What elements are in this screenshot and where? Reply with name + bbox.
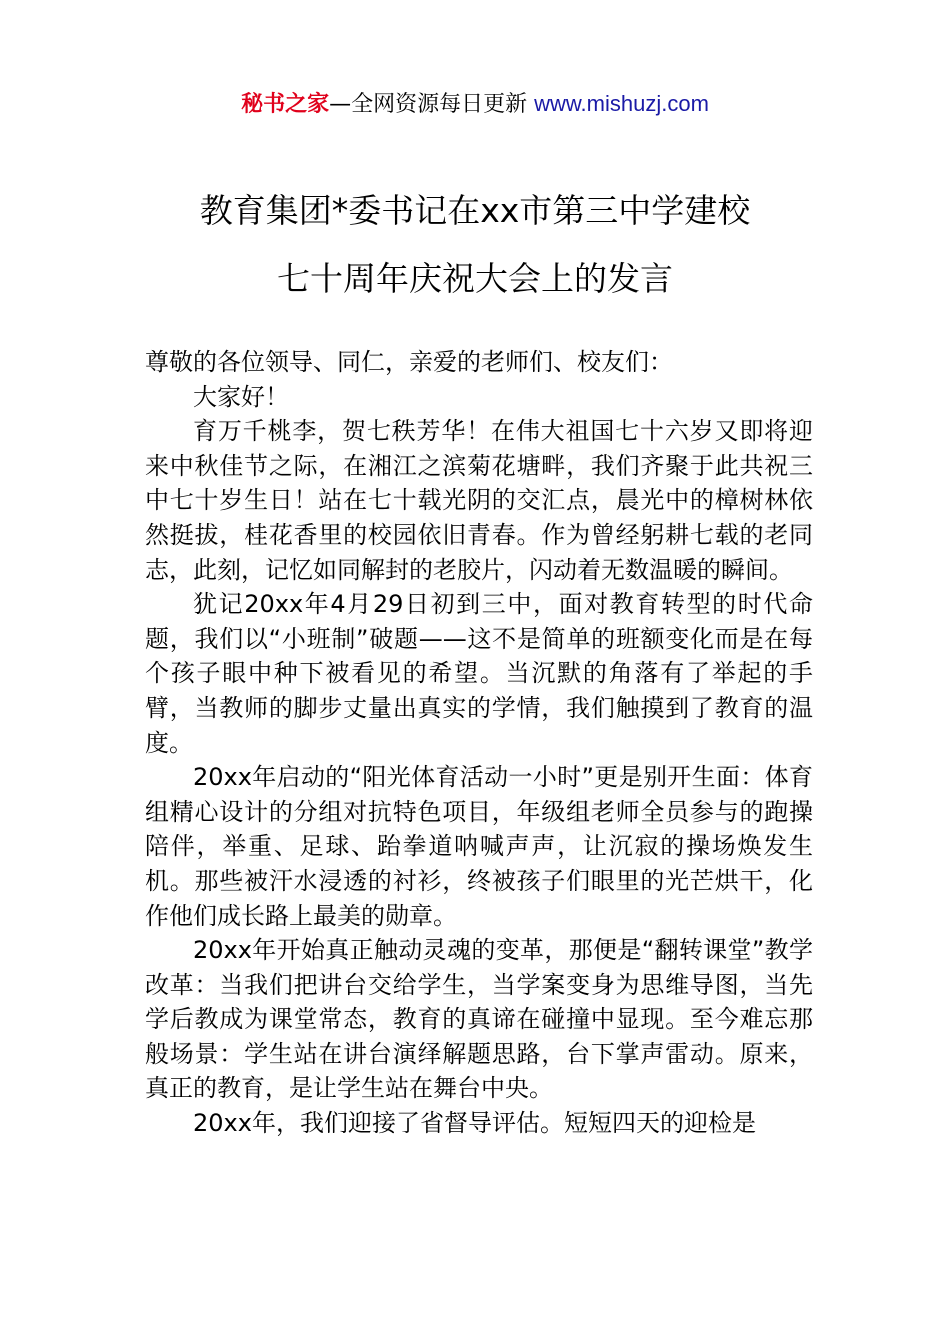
paragraph: 育万千桃李，贺七秩芳华！在伟大祖国七十六岁又即将迎来中秋佳节之际，在湘江之滨菊花塘畔，我们齐聚于此共祝三中七十岁生日！站在七十载光阴的交汇点，晨光中的樟树林依然挺拔，桂花香里的校园依旧青春。作为曾经躬耕七载的老同志，此刻，记忆如同解封的老胶片，闪动着无数温暖的瞬间。 (145, 417, 813, 584)
paragraph: 20xx年，我们迎接了省督导评估。短短四天的迎检是 (193, 1109, 756, 1138)
paragraph: 犹记20xx年4月29日初到三中，面对教育转型的时代命题，我们以“小班制”破题——这不是简单的班额变化而是在每个孩子眼中种下被看见的希望。当沉默的角落有了举起的手臂，当教师的脚步丈量出真实的学情，我们触摸到了教育的温度。 (145, 590, 813, 757)
site-header (0, 88, 950, 121)
greeting: 大家好！ (193, 382, 289, 411)
document-title-line-1: 教育集团*委书记在xx市第三中学建校 (199, 191, 751, 230)
site-name: 秘书之家 (241, 92, 330, 117)
paragraph: 20xx年开始真正触动灵魂的变革，那便是“翻转课堂”教学改革：当我们把讲台交给学生，当学案变身为思维导图，当先学后教成为课堂常态，教育的真谛在碰撞中显现。至今难忘那般场景：学生站在讲台演绎解题思路，台下掌声雷动。原来，真正的教育，是让学生站在舞台中央。 (145, 936, 813, 1103)
paragraph: 20xx年启动的“阳光体育活动一小时”更是别开生面：体育组精心设计的分组对抗特色项目，年级组老师全员参与的跑操陪伴，举重、足球、跆拳道呐喊声声，让沉寂的操场焕发生机。那些被汗水浸透的衬衫，终被孩子们眼里的光芒烘干，化作他们成长路上最美的勋章。 (145, 763, 813, 930)
document-title-line-2: 七十周年庆祝大会上的发言 (277, 259, 673, 298)
speech-body (145, 345, 813, 1141)
salutation: 尊敬的各位领导、同仁，亲爱的老师们、校友们： (145, 348, 673, 376)
site-url-link[interactable]: www.mishuzj.com (534, 91, 709, 116)
site-slogan: —全网资源每日更新 (329, 92, 535, 117)
